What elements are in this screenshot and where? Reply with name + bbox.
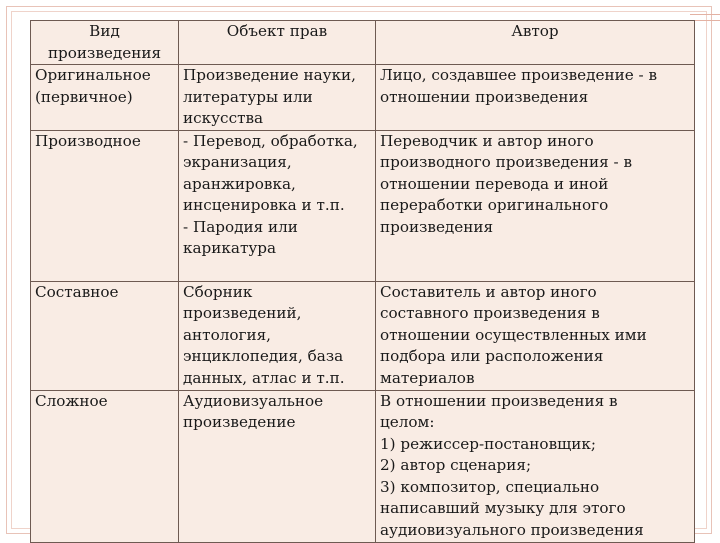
cell-work-type: Оригинальное (первичное) xyxy=(31,65,179,131)
cell-object: Произведение науки, литературы или искусства xyxy=(179,65,376,131)
table-row xyxy=(31,65,695,131)
cell-author: В отношении произведения в целом: 1) режиссер-постановщик; 2) автор сценария; 3) композитор, специально написавший музыку для этого аудиовизуального произведения xyxy=(376,390,695,542)
cell-work-type: Составное xyxy=(31,281,179,390)
header-author: Автор xyxy=(376,21,695,65)
decorative-line xyxy=(690,14,720,15)
table-header-row xyxy=(31,21,695,65)
cell-work-type: Производное xyxy=(31,130,179,281)
header-work-type: Вид произведения xyxy=(31,21,179,65)
cell-author: Лицо, создавшее произведение - в отношении произведения xyxy=(376,65,695,131)
table-row xyxy=(31,390,695,542)
cell-author: Составитель и автор иного составного произведения в отношении осуществленных ими подбора или расположения материалов xyxy=(376,281,695,390)
cell-work-type: Сложное xyxy=(31,390,179,542)
works-classification-table xyxy=(30,20,695,543)
header-object-of-rights: Объект прав xyxy=(179,21,376,65)
table-row xyxy=(31,130,695,281)
cell-object: Сборник произведений, антология, энциклопедия, база данных, атлас и т.п. xyxy=(179,281,376,390)
table-row xyxy=(31,281,695,390)
cell-object: Аудиовизуальное произведение xyxy=(179,390,376,542)
cell-author: Переводчик и автор иного производного произведения - в отношении перевода и иной переработки оригинального произведения xyxy=(376,130,695,281)
cell-object: - Перевод, обработка, экранизация, аранжировка, инсценировка и т.п. - Пародия или карикатура xyxy=(179,130,376,281)
